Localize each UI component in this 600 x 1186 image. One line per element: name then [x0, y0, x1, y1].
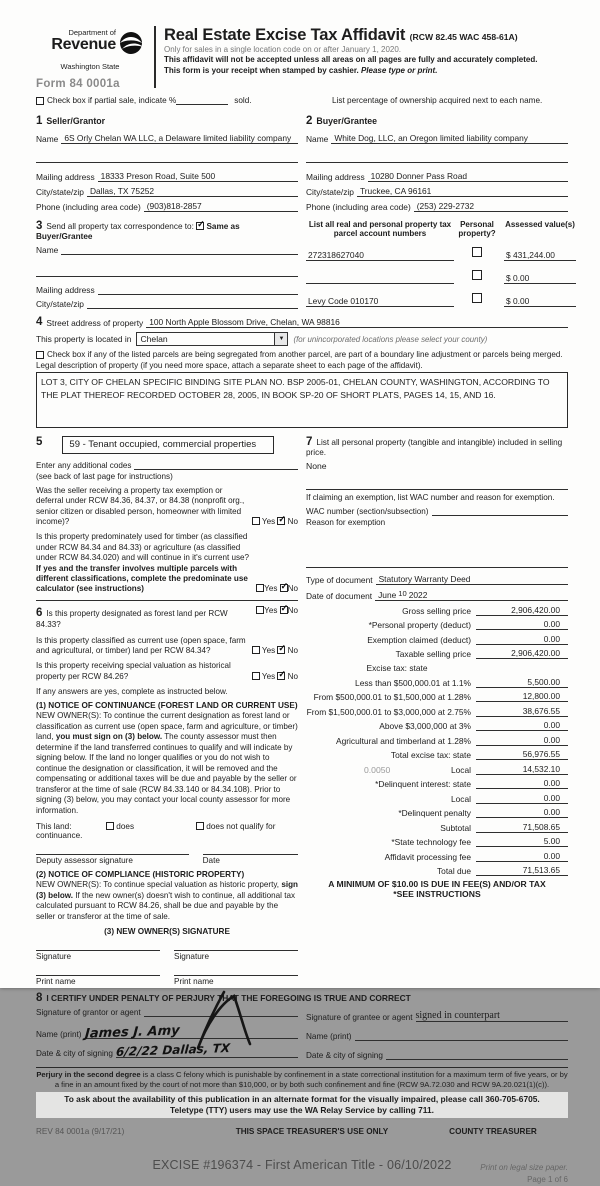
tax-row-value[interactable]: 56,976.55 — [476, 749, 568, 760]
forest-yes-checkbox[interactable] — [256, 606, 264, 614]
buyer-mailing-label: Mailing address — [306, 172, 365, 182]
partial-sale-checkbox[interactable] — [36, 97, 44, 105]
tax-row-value[interactable]: 0.00 — [476, 720, 568, 731]
print-note: Print on legal size paper. — [480, 1163, 568, 1173]
alternate-format-notice: To ask about the availability of this publication in an alternate format for the visually impaired, please call 360-705-6705. Teletype (TTY) users may use the WA Relay Service by calling 711. — [36, 1092, 568, 1118]
no-label: No — [287, 671, 298, 681]
no-label: No — [287, 517, 298, 527]
certify-statement: I CERTIFY UNDER PENALTY OF PERJURY THAT THE FOREGOING IS TRUE AND CORRECT — [46, 993, 411, 1004]
parcel-row — [306, 289, 576, 307]
parcel-account-field[interactable] — [306, 250, 454, 261]
tax-row — [306, 807, 568, 818]
assessed-value: $ 0.00 — [506, 273, 530, 284]
doc-date-label: Date of document — [306, 591, 373, 601]
seller-mailing-value: 18333 Preson Road, Suite 500 — [100, 171, 216, 181]
notice-2-body: NEW OWNER(S): To continue special valuation as historic property, sign (3) below. If the new owner(s) doesn't wish to continue, all additional tax calculated pursuant to RCW 84.26, shall be due and payable by the seller or transferor at the time of sale. — [36, 880, 298, 921]
segregated-label: Check box if any of the listed parcels are being segregated from another parcel, are part of a boundary line adjustment or parcels being merged. — [47, 350, 563, 359]
tax-row-local — [306, 764, 568, 775]
deputy-assessor-signature-label: Deputy assessor signature — [36, 856, 133, 866]
tax-row-value[interactable]: 12,800.00 — [476, 691, 568, 702]
street-address-label: Street address of property — [46, 318, 144, 328]
check-icon: ✓ — [278, 514, 286, 525]
tax-row — [306, 720, 568, 731]
washington-state-label: Washington State — [60, 62, 120, 71]
minimum-due-note: A MINIMUM OF $10.00 IS DUE IN FEE(S) AND/OR TAX — [328, 879, 546, 889]
tax-row-label: *State technology fee — [391, 837, 471, 847]
section-4-number: 4 — [36, 316, 43, 328]
section-8-certify — [36, 992, 568, 1060]
right-column — [306, 436, 568, 986]
legal-description-box[interactable] — [36, 372, 568, 428]
tax-row-value[interactable]: 0.00 — [476, 735, 568, 746]
signature-label: Signature — [36, 952, 72, 962]
located-in-note: (for unincorporated locations please select your county) — [293, 334, 488, 344]
deputy-date-field[interactable] — [203, 854, 298, 865]
buyer-name-label: Name — [306, 134, 329, 144]
seller-phone-field[interactable] — [144, 201, 298, 212]
yes-label: Yes — [264, 584, 278, 594]
grantor-date-label: Date & city of signing — [36, 1049, 113, 1059]
tax-row — [306, 851, 568, 862]
tax-row-label: Taxable selling price — [395, 649, 471, 659]
tax-row-value[interactable]: 14,532.10 — [476, 764, 568, 775]
partial-sale-percent-field[interactable] — [176, 95, 228, 105]
section-1-title: Seller/Grantor — [46, 116, 106, 126]
grantee-name-field[interactable] — [355, 1031, 569, 1041]
partial-sale-row — [36, 95, 568, 105]
grantor-date-field[interactable] — [116, 1043, 298, 1058]
current-use-no-checkbox[interactable] — [277, 643, 286, 654]
county-treasurer-label: COUNTY TREASURER — [449, 1127, 537, 1137]
tax-row-value[interactable]: 71,513.65 — [476, 865, 568, 876]
seller-mailing-field[interactable] — [98, 171, 298, 182]
grantee-date-field[interactable] — [386, 1050, 568, 1060]
left-column — [36, 436, 298, 986]
deputy-signature-row — [36, 854, 298, 865]
timber-yes-checkbox[interactable] — [256, 584, 264, 592]
header-subtext-2: This affidavit will not be accepted unless all areas on all pages are fully and accurately completed. — [164, 55, 538, 65]
tax-row — [306, 836, 568, 847]
doc-date-field[interactable] — [375, 589, 568, 601]
doc-date-day: 10 — [398, 589, 407, 598]
tax-row — [306, 706, 568, 717]
question-timber — [36, 532, 298, 594]
buyer-name-field-2[interactable] — [306, 153, 568, 163]
tax-row-label: *Delinquent interest: state — [375, 779, 471, 789]
notice-1-title: (1) NOTICE OF CONTINUANCE (FOREST LAND OR CURRENT USE) — [36, 701, 298, 711]
corr-mailing-field[interactable] — [98, 285, 298, 295]
parcel-account-value: Levy Code 010170 — [308, 296, 379, 307]
yes-label: Yes — [261, 517, 276, 527]
grantor-date-handwritten: 6/2/22 Dallas, TX — [115, 1041, 231, 1060]
seller-name-value: 6S Orly Chelan WA LLC, a Delaware limited liability company — [64, 133, 292, 143]
see-back-note: (see back of last page for instructions) — [36, 472, 173, 481]
rev-form-number: REV 84 0001a (9/17/21) — [36, 1127, 125, 1137]
personal-property-checkbox[interactable] — [472, 247, 482, 257]
tax-row-value[interactable]: 5,500.00 — [476, 677, 568, 688]
new-owner-signature-field-1[interactable] — [36, 950, 160, 961]
seller-phone-value: (903)818-2857 — [146, 201, 202, 211]
does-not-label: does not qualify for — [206, 822, 276, 832]
divider — [306, 489, 568, 490]
tax-row-value[interactable]: 0.00 — [476, 807, 568, 818]
seller-phone-label: Phone (including area code) — [36, 202, 141, 212]
tax-row-value[interactable]: 0.00 — [476, 793, 568, 804]
section-7-label: List all personal property (tangible and intangible) included in selling price. — [306, 438, 563, 457]
section-1-number: 1 — [36, 115, 43, 127]
new-owner-print-field-2[interactable] — [174, 975, 298, 986]
doc-type-value: Statutory Warranty Deed — [378, 574, 471, 584]
section-3-number: 3 — [36, 220, 43, 232]
deputy-date-label: Date — [202, 856, 220, 866]
tax-row — [306, 691, 568, 702]
tax-row-label: Exemption claimed (deduct) — [367, 634, 471, 645]
this-land-label: This land: — [36, 822, 72, 832]
bottom-row — [36, 1127, 568, 1136]
section-8-number: 8 — [36, 992, 43, 1005]
treasurer-use-only-label: THIS SPACE TREASURER'S USE ONLY — [235, 1127, 389, 1137]
sold-label: sold. — [234, 96, 252, 105]
personal-property-checkbox[interactable] — [472, 293, 482, 303]
question-forest-text: Is this property designated as forest land per RCW 84.33? — [36, 608, 228, 630]
grantee-signature-value: signed in counterpart — [415, 1010, 500, 1022]
question-current-use-text: Is this property classified as current use (open space, farm and agricultural, or timber) land per RCW 84.34? — [36, 635, 246, 656]
no-label: No — [287, 646, 298, 656]
section-5-number: 5 — [36, 436, 43, 448]
parcel-account-field[interactable] — [306, 296, 454, 307]
seller-name-field-2[interactable] — [36, 153, 298, 163]
timber-no-checkbox[interactable] — [280, 581, 289, 592]
section-2-buyer — [306, 111, 568, 212]
footer — [36, 1158, 568, 1185]
perjury-notice: Perjury in the second degree is a class C felony which is punishable by confinement in a state correctional institution for a maximum term of five years, or by a fine in an amount fixed by the court of not more than $10,000, or by both such confinement and fine (RCW 9A.72.030 and RCW 9A.20.021(1)(c)). — [36, 1067, 568, 1090]
tax-row — [306, 648, 568, 659]
grantee-signature-block — [306, 1004, 568, 1060]
additional-codes-label: Enter any additional codes — [36, 461, 132, 470]
forest-no-checkbox[interactable] — [280, 602, 289, 614]
check-icon: ✓ — [197, 219, 205, 229]
header-divider — [154, 26, 156, 88]
page-title: Real Estate Excise Tax Affidavit — [164, 26, 406, 44]
section-2-number: 2 — [306, 115, 313, 127]
yes-label: Yes — [261, 646, 276, 656]
does-checkbox[interactable] — [106, 822, 114, 830]
land-qualify-row — [36, 822, 298, 831]
seller-name-label: Name — [36, 134, 59, 144]
section-3-correspondence — [36, 220, 298, 309]
question-exemption — [36, 486, 298, 527]
personal-property-checkbox[interactable] — [472, 270, 482, 280]
grantee-name-label: Name (print) — [306, 1032, 352, 1042]
tax-row — [306, 735, 568, 746]
wac-number-field[interactable] — [432, 506, 568, 516]
tax-row-label: Gross selling price — [402, 605, 471, 616]
buyer-city-label: City/state/zip — [306, 187, 354, 197]
street-address-value: 100 North Apple Blossom Drive, Chelan, WA 98816 — [149, 317, 340, 327]
located-in-label: This property is located in — [36, 334, 132, 344]
tax-row-value[interactable]: 2,906,420.00 — [476, 605, 568, 616]
doc-type-label: Type of document — [306, 575, 373, 585]
tax-row — [306, 749, 568, 760]
section-7-number: 7 — [306, 436, 313, 448]
question-forest — [36, 602, 298, 631]
assessed-value: $ 0.00 — [506, 296, 530, 307]
deputy-assessor-signature-field[interactable] — [36, 854, 189, 865]
historic-yes-checkbox[interactable] — [252, 672, 260, 680]
tax-row-label: Above $3,000,000 at 3% — [379, 721, 471, 731]
parcel-table — [306, 220, 576, 309]
assessed-value-field[interactable] — [504, 273, 576, 284]
excise-stamp-line: EXCISE #196374 - First American Title - 06/10/2022 — [152, 1158, 452, 1173]
personal-property-col-header: Personal property? — [458, 220, 496, 239]
exemption-note: If claiming an exemption, list WAC number and reason for exemption. — [306, 493, 555, 502]
does-not-checkbox[interactable] — [196, 822, 204, 830]
land-use-code-box[interactable] — [62, 436, 274, 454]
parcel-row — [306, 266, 576, 284]
additional-codes-field[interactable] — [134, 460, 298, 470]
assessed-value-field[interactable] — [504, 296, 576, 307]
tax-row — [306, 793, 568, 804]
tax-row-label: Affidavit processing fee — [384, 851, 471, 862]
tax-row-value[interactable]: 0.00 — [476, 619, 568, 630]
tax-row — [306, 822, 568, 833]
notice-1-body: NEW OWNER(S): To continue the current designation as forest land or classification as current use (open space, farm and agriculture, or timber) land, you must sign on (3) below. The county assessor must then determine if the land transferred continues to qualify and will indicate by signing below. If the land no longer qualifies or you do not wish to continue the designation or classification, it will be removed and the compensating or additional taxes will be due and payable by the seller or transferor at the time of sale (RCW 84.33.140 or 84.34.108). Prior to signing (3) below, you may contact your local county assessor for more information. — [36, 711, 298, 815]
rcw-reference: (RCW 82.45 WAC 458-61A) — [409, 32, 518, 42]
personal-property-value: None — [306, 461, 327, 471]
tax-row — [306, 778, 568, 789]
no-label: No — [287, 605, 298, 615]
header — [36, 24, 568, 90]
excise-tax-state-heading: Excise tax: state — [366, 663, 428, 673]
tax-row-value[interactable]: 5.00 — [476, 836, 568, 847]
divider — [36, 600, 298, 601]
header-subtext-3: This form is your receipt when stamped by cashier. Please type or print. — [164, 65, 438, 75]
grantor-name-field[interactable] — [84, 1023, 299, 1043]
question-historic-text: Is this property receiving special valuation as historical property per RCW 84.26? — [36, 661, 231, 681]
question-exemption-text: Was the seller receiving a property tax exemption or deferral under RCW 84.36, 84.37, or 84.38 (nonprofit org., senior citizen or disabled person, homeowner with limited income)? — [36, 486, 245, 527]
tax-row-label: From $1,500,000.01 to $3,000,000 at 2.75% — [306, 706, 471, 717]
question-current-use — [36, 636, 298, 657]
same-as-buyer-label: Same as Buyer/Grantee — [36, 222, 240, 241]
land-use-code-value: 59 - Tenant occupied, commercial properties — [69, 439, 257, 450]
grantor-signature-label: Signature of grantor or agent — [36, 1008, 141, 1018]
tax-row-label: Less than $500,000.01 at 1.1% — [355, 677, 471, 688]
page-number: Page 1 of 6 — [527, 1175, 568, 1185]
buyer-phone-value: (253) 229-2732 — [416, 201, 475, 211]
section-6-number: 6 — [36, 606, 43, 619]
dor-swoosh-icon — [118, 30, 144, 61]
grantor-name-handwritten: James J. Amy — [84, 1023, 180, 1043]
ownership-percentage-note: List percentage of ownership acquired next to each name. — [332, 96, 543, 105]
exemption-yes-checkbox[interactable] — [252, 517, 260, 525]
tax-row-value[interactable]: 38,676.55 — [476, 706, 568, 717]
tax-row-value[interactable]: 0.00 — [476, 778, 568, 789]
tax-row-value[interactable]: 2,906,420.00 — [476, 648, 568, 659]
tax-row-label: Local — [450, 764, 471, 775]
signature-label: Signature — [174, 952, 210, 962]
no-label: No — [287, 584, 298, 594]
buyer-phone-label: Phone (including area code) — [306, 202, 411, 212]
continuance-label: continuance. — [36, 831, 83, 841]
parcel-account-value: 272318627040 — [308, 250, 364, 261]
tax-row-label: Subtotal — [440, 822, 471, 833]
divider — [306, 567, 568, 568]
revenue-wordmark: Revenue — [51, 36, 116, 53]
print-name-label: Print name — [174, 977, 214, 987]
check-icon: ✓ — [280, 602, 289, 613]
corr-name-label: Name — [36, 245, 59, 255]
yes-label: Yes — [264, 605, 278, 615]
tax-row — [306, 634, 568, 645]
wac-number-label: WAC number (section/subsection) — [306, 507, 429, 516]
parcel-col-header: List all real and personal property tax parcel account numbers — [308, 220, 452, 239]
tax-row-label: From $500,000.01 to $1,500,000 at 1.28% — [313, 692, 471, 702]
corr-city-field[interactable] — [87, 299, 298, 309]
tax-row-value[interactable]: 71,508.65 — [476, 822, 568, 833]
tax-row-value[interactable]: 0.00 — [476, 634, 568, 645]
assessed-value-field[interactable] — [504, 250, 576, 261]
tax-row-label: Total excise tax: state — [390, 750, 471, 760]
buyer-name-field[interactable] — [331, 133, 568, 144]
new-owner-signature-field-2[interactable] — [174, 950, 298, 961]
same-as-buyer-checkbox[interactable] — [196, 219, 205, 230]
grantor-signature-field[interactable] — [144, 1007, 298, 1017]
new-owner-print-row — [36, 975, 298, 986]
buyer-city-field[interactable] — [357, 186, 568, 197]
seller-city-label: City/state/zip — [36, 187, 84, 197]
tax-row — [306, 605, 568, 616]
check-icon: ✓ — [280, 581, 289, 592]
grantee-signature-label: Signature of grantee or agent — [306, 1013, 413, 1023]
section-1-seller — [36, 111, 298, 212]
assessed-value: $ 431,244.00 — [506, 250, 555, 261]
corr-mailing-label: Mailing address — [36, 285, 95, 295]
grantor-name-label: Name (print) — [36, 1030, 82, 1040]
notice-3-title: (3) NEW OWNER(S) SIGNATURE — [104, 927, 230, 937]
exemption-no-checkbox[interactable] — [277, 514, 286, 525]
corr-name-field[interactable] — [61, 245, 298, 255]
legal-description-label: Legal description of property (if you need more space, attach a separate sheet to each page of the affidavit). — [36, 361, 423, 370]
street-address-field[interactable] — [146, 317, 568, 328]
see-instructions-note: *SEE INSTRUCTIONS — [393, 889, 481, 899]
tax-row-total — [306, 865, 568, 876]
seller-city-value: Dallas, TX 75252 — [89, 186, 155, 196]
buyer-mailing-field[interactable] — [368, 171, 568, 182]
seller-name-field[interactable] — [61, 133, 298, 144]
reason-exemption-label: Reason for exemption — [306, 518, 386, 527]
grantee-date-label: Date & city of signing — [306, 1051, 383, 1061]
header-subtext-1: Only for sales in a single location code on or after January 1, 2020. — [164, 45, 402, 54]
grantee-signature-field[interactable] — [416, 1010, 568, 1022]
section-3-label: Send all property tax correspondence to: — [46, 222, 194, 231]
tax-row-label: Local — [450, 793, 471, 804]
parcel-row — [306, 243, 576, 261]
section-4-property — [36, 316, 568, 428]
seller-city-field[interactable] — [87, 186, 298, 197]
buyer-city-value: Truckee, CA 96161 — [359, 186, 432, 196]
doc-type-field[interactable] — [376, 574, 568, 585]
doc-date-year: 2022 — [408, 590, 428, 600]
segregated-checkbox[interactable] — [36, 351, 44, 359]
grantor-signature-block — [36, 1004, 298, 1060]
buyer-mailing-value: 10280 Donner Pass Road — [370, 171, 468, 181]
new-owner-print-field-1[interactable] — [36, 975, 160, 986]
doc-date-month: June — [378, 590, 397, 600]
question-historic — [36, 661, 298, 682]
local-rate-value: 0.0050 — [364, 764, 391, 775]
new-owner-signature-row — [36, 950, 298, 961]
county-selected-value: Chelan — [140, 334, 168, 344]
historic-no-checkbox[interactable] — [277, 668, 286, 680]
tax-row-value[interactable]: 0.00 — [476, 851, 568, 862]
buyer-name-value: White Dog, LLC, an Oregon limited liability company — [334, 133, 528, 143]
tax-row — [306, 619, 568, 630]
parcel-account-field[interactable] — [306, 274, 454, 284]
tax-row-label: *Personal property (deduct) — [368, 620, 471, 630]
corr-city-label: City/state/zip — [36, 299, 84, 309]
current-use-yes-checkbox[interactable] — [252, 646, 260, 654]
notice-2-title: (2) NOTICE OF COMPLIANCE (HISTORIC PROPERTY) — [36, 870, 245, 880]
tax-row-label: Agricultural and timberland at 1.28% — [335, 735, 471, 746]
check-icon: ✓ — [278, 643, 286, 654]
tax-row-label: Total due — [437, 866, 471, 876]
form-number: Form 84 0001a — [36, 78, 120, 90]
check-icon: ✓ — [278, 668, 286, 679]
if-yes-note: If any answers are yes, complete as instructed below. — [36, 687, 228, 697]
print-name-label: Print name — [36, 977, 76, 987]
county-dropdown[interactable] — [136, 332, 288, 346]
does-label: does — [116, 822, 135, 832]
question-timber-text: Is this property predominately used for timber (as classified under RCW 84.34 and 84.33) or agriculture (as classified under RCW 84.34.020) and will continue in it's current use? — [36, 532, 249, 563]
legal-description-text: LOT 3, CITY OF CHELAN SPECIFIC BINDING SITE PLAN NO. BSP 2005-01, CHELAN COUNTY, WASHINGTON, ACCORDING TO THE PLAT THEREOF RECORDED OCTOBER 28, 2005, IN BOOK SP-20 OF SHORT PLATS, PAGES 14, 15, AND 16. — [41, 377, 550, 401]
section-2-title: Buyer/Grantee — [316, 116, 378, 126]
corr-blank-field[interactable] — [36, 267, 298, 277]
seller-mailing-label: Mailing address — [36, 172, 95, 182]
tax-row-label: *Delinquent penalty — [398, 808, 471, 818]
assessed-value-col-header: Assessed value(s) — [505, 220, 575, 229]
chevron-down-icon[interactable]: ▼ — [274, 333, 287, 345]
dept-of-label: Department of — [68, 28, 116, 37]
dor-logo-block — [36, 24, 144, 90]
question-timber-bold: If yes and the transfer involves multiple parcels with different classifications, complete the predominate use calculator (see instructions) — [36, 563, 248, 594]
partial-sale-label: Check box if partial sale, indicate % — [47, 96, 177, 105]
yes-label: Yes — [261, 671, 276, 681]
tax-row — [306, 677, 568, 688]
buyer-phone-field[interactable] — [414, 201, 568, 212]
